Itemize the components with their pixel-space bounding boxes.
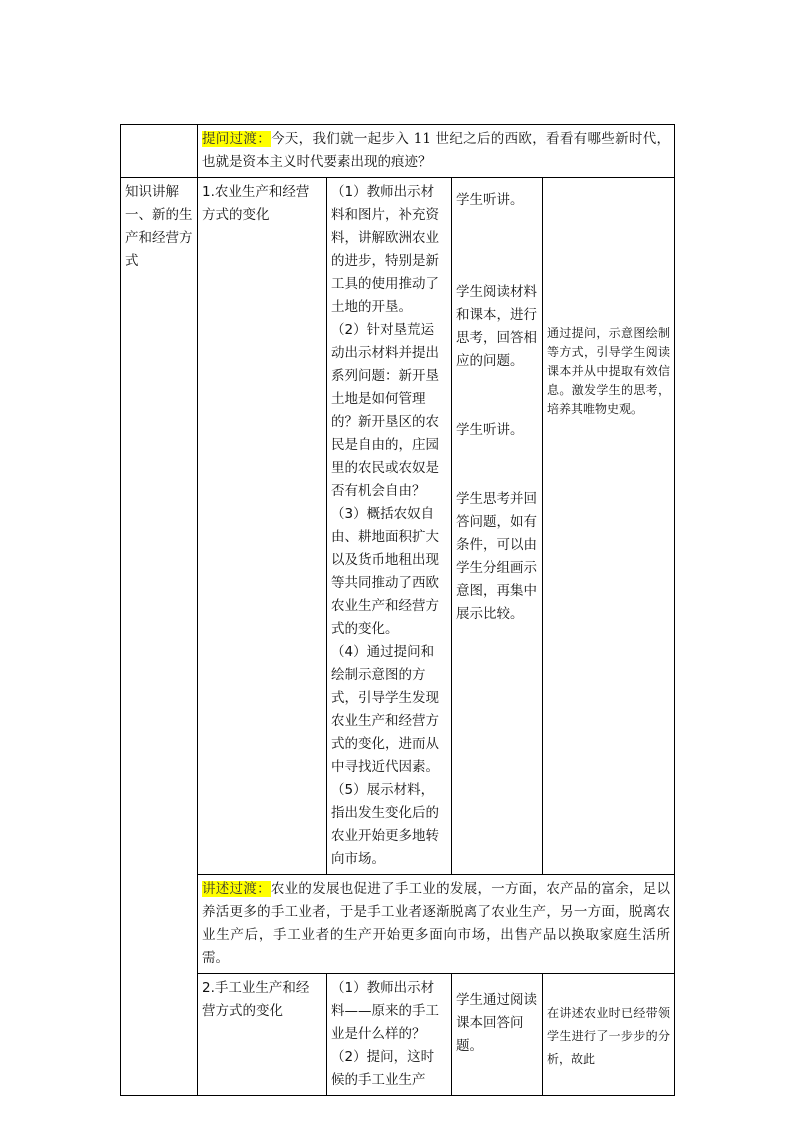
lesson-plan-table bbox=[120, 124, 675, 1096]
handicraft-topic-title: 2.手工业生产和经营方式的变化 bbox=[202, 980, 310, 1019]
teacher-activity: （2）针对垦荒运动出示材料并提出系列问题：新开垦土地是如何管理的？新开垦区的农民是自由的，庄园里的农民或农奴是否有机会自由？ bbox=[331, 322, 439, 499]
question-transition-cell bbox=[198, 125, 675, 178]
agriculture-student-activities bbox=[452, 178, 543, 875]
narration-transition-label: 讲述过渡： bbox=[202, 881, 271, 897]
teacher-activity: （2）提问，这时候的手工业生产 bbox=[331, 1049, 435, 1088]
narration-transition-cell bbox=[198, 875, 675, 974]
agriculture-topic-title: 1.农业生产和经营方式的变化 bbox=[202, 184, 310, 223]
student-activity: 学生听讲。 bbox=[456, 422, 524, 438]
section-title-cell bbox=[121, 178, 198, 1096]
student-activity: 学生思考并回答问题，如有条件，可以由学生分组画示意图，再集中展示比较。 bbox=[456, 491, 537, 622]
agriculture-design-intent-cell bbox=[543, 178, 675, 875]
teacher-activity: （4）通过提问和绘制示意图的方式，引导学生发现农业生产和经营方式的变化，进而从中寻找近代因素。 bbox=[331, 644, 439, 775]
handicraft-topic-row bbox=[121, 974, 675, 1096]
handicraft-student-activities bbox=[452, 974, 543, 1096]
teacher-activity: （1）教师出示材料和图片，补充资料，讲解欧洲农业的进步，特别是新工具的使用推动了土地的开垦。 bbox=[331, 184, 439, 315]
handicraft-teacher-activities bbox=[327, 974, 452, 1096]
question-transition-label: 提问过渡： bbox=[202, 131, 272, 147]
question-transition-text: 今天，我们就一起步入 11 世纪之后的西欧，看看有哪些新时代，也就是资本主义时代要素出现的痕迹？ bbox=[202, 131, 671, 170]
handicraft-design-intent-cell bbox=[543, 974, 675, 1096]
narration-transition-text: 农业的发展也促进了手工业的发展，一方面，农产品的富余，足以养活更多的手工业者，于是手工业者逐渐脱离了农业生产，另一方面，脱离农业生产后，手工业者的生产开始更多面向市场，出售产品以换取家庭生活所需。 bbox=[202, 881, 671, 966]
empty-section-cell bbox=[121, 125, 198, 178]
agriculture-teacher-activities bbox=[327, 178, 452, 875]
section-title: 知识讲解一、新的生产和经营方式 bbox=[125, 184, 193, 269]
narration-transition-row bbox=[121, 875, 675, 974]
teacher-activity: （5）展示材料，指出发生变化后的农业开始更多地转向市场。 bbox=[331, 782, 439, 867]
student-activity: 学生阅读材料和课本，进行思考，回答相应的问题。 bbox=[456, 284, 537, 369]
teacher-activity: （1）教师出示材料——原来的手工业是什么样的？ bbox=[331, 980, 439, 1042]
design-intent: 在讲述农业时已经带领学生进行了一步步的分析，故此 bbox=[547, 1006, 671, 1066]
student-activity: 学生听讲。 bbox=[456, 192, 524, 208]
handicraft-topic-cell bbox=[198, 974, 327, 1096]
agriculture-topic-row bbox=[121, 178, 675, 875]
teacher-activity: （3）概括农奴自由、耕地面积扩大以及货币地租出现等共同推动了西欧农业生产和经营方式的变化。 bbox=[331, 506, 439, 637]
question-transition-row bbox=[121, 125, 675, 178]
design-intent: 通过提问，示意图绘制等方式，引导学生阅读课本并从中提取有效信息。激发学生的思考，培养其唯物史观。 bbox=[547, 326, 671, 416]
student-activity: 学生通过阅读课本回答问题。 bbox=[456, 992, 537, 1054]
agriculture-topic-cell bbox=[198, 178, 327, 875]
